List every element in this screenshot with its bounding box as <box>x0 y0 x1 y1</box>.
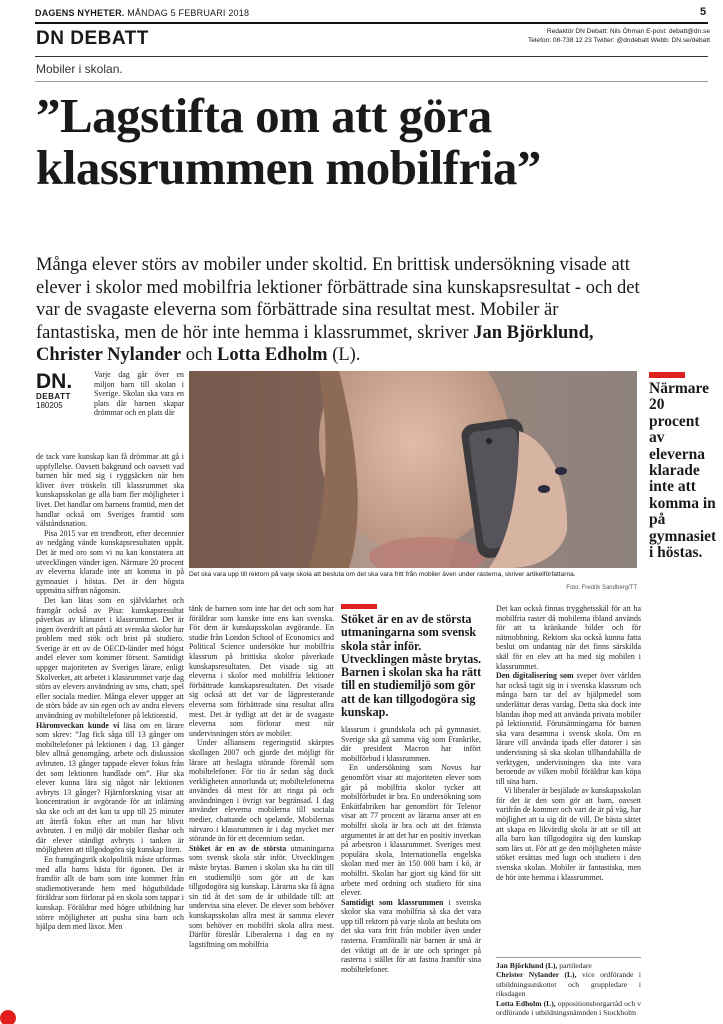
logo-label: DEBATT <box>36 392 71 401</box>
author-name: Lotta Edholm (L), <box>496 998 556 1008</box>
paper-name: DAGENS NYHETER. <box>35 8 125 18</box>
contact-line: Redaktör DN Debatt: Nils Öhman E-post: debatt@dn.se <box>546 28 710 35</box>
author-name: Jan Björklund (L), <box>496 961 558 970</box>
paragraph-lead: Samtidigt som klassrummen <box>341 897 444 907</box>
paragraph-text: Pisa 2015 var ett trendbrott, efter decennier av nedgång vände kunskapsresultaten uppåt. Det är med oro som vi nu kan konstatera att utvecklingen vänder igen. Närmare 20 procent av eleverna klarade inte att komma in på gymnasiet i höstas. Det är den högsta uppmätta siffran någonsin. <box>36 528 184 596</box>
paragraph-text: Det kan också finnas trygghetsskäl för att ha mobilfria raster då mobilerna ibland används för att ta kränkande bilder och för nätmobbning. Rektorn ska också kunna fatta beslut om undantag när det finns särskilda skäl för en elev att ha med sig mobilen i klassrummet. <box>496 604 641 671</box>
paragraph-text: klassrum i grundskola och på gymnasiet. Sverige ska gå samma väg som Frankrike, där president Macron har infört mobilförbud i klassrummen. <box>341 725 481 763</box>
paragraph-text: sveper över världen har också tagit sig in i svenska klassrum och många barn tar del av hjälpmedel som underlättar deras vardag. Detta ska dock inte blandas ihop med att använda privata mobiler på lektionstid. Förutsättningarna för barnen ska vara desamma i svensk skola. Om en lärare vill använda ipads eller datorer i sin undervisning så ska skolan tillhandahålla de verktygen, undervisningen ska inte vara beroende av vilken mobil föräldrar kan köpa till sina barn. <box>496 671 641 786</box>
paragraph <box>496 786 641 882</box>
paragraph <box>36 452 184 529</box>
paragraph-text: tänk de barnen som inte har det och som har föräldrar som kanske inte ens kan svenska. För dem är kunskapsskolan avgörande. En studie från London School of Economics and Political Science undersökte hur mobilfria klassrum på brittiska skolor påverkade kunskapsresultaten. Det visade sig att eleverna i skolor med mobilfria lektioner förbättrade kunskapsresultaten. Det visade sig också att det var de lägpresterande eleverna som förbättrade sina resultat allra mest. Det är tydligt att det är de svagaste eleverna som förlorar mest när undervisningen störs av mobiler. <box>189 604 334 738</box>
paragraph-lead: Den digitalisering som <box>496 671 574 681</box>
section-title: DN DEBATT <box>36 28 149 49</box>
byline-rule <box>496 957 641 958</box>
ingress-text: Många elever störs av mobiler under skoltid. En brittisk undersökning visade att elever i skolor med mobilfria lektioner förbättrade sina kunskapsresultat - och det var de svagaste eleverna som förbättrade sina resultat mest. Mobiler är fantastiska, men de hör inte hemma i klassrummet, skriver <box>36 255 640 343</box>
paragraph-text: läsa om en lärare som skrev: ”Jag fick såga till 13 gånger om mobiltelefoner på lektionen i dag. 13 gånger blev alltså genomgång, arbete och diskussion avbruten. 13 gånger tappade elever fokus från det som lektionen handlade om”. Hur ska elever kunna lära sig något när lektionen avbryts 13 gånger? Hjärnforskning visar att koncentration är avgörande för att inlärning ska ske och att det kan ta upp till 25 minuter att återfå fokus efter att man har blivit avbruten. I en miljö där mobiler flashar och där elever ständigt avbryts i tanken är möjligheten att tillgodogöra sig kunskap liten. <box>36 720 184 855</box>
byline-entry <box>496 970 641 998</box>
byline <box>496 961 641 1017</box>
section-rule <box>35 56 708 57</box>
paragraph-text: En undersökning som Novus har genomfört visar att majoriteten elever som går på mobilfria skolor tycker att mobilförbudet är bra. En undersökning som Enkätfabriken har genomfört för Telenor visar att 77 procent av lärarna anser att en mobilfri skola är bra och att det främsta argumentet är att det har en positiv inverkan på arbetsron i klassrummet. Sveriges mest populära skola, Internationella engelska skolan med mer än 150 000 barn i kö, är mobilfri. Skolan har gjort sig känd för sitt arbete med ordning och studiero för sina elever. <box>341 763 481 898</box>
paragraph-text: En framgångsrik skolpolitik måste utformas med alla barns bästa för ögonen. Det är framför allt de barn som inte kommer från studiemotiverande hem med högutbildade föräldrar som förlorar på en skola som tappar i kunskap. Föräldrar med högre utbildning har större möjligheter att pusha sina barn och hjälpa dem med läxor. Men <box>36 854 184 932</box>
photo-caption: Det ska vara upp till rektorn på varje skola att besluta om det ska vara fritt från mobiler även under rasterna, skriver artikelförfattarna. <box>189 571 576 578</box>
pull-quote-accent <box>341 604 377 609</box>
contact-line: Telefon: 08-738 12 23 Twitter: @dndebatt Webb: DN.se/debatt <box>527 37 710 44</box>
issue-date: MÅNDAG 5 FEBRUARI 2018 <box>127 8 250 18</box>
photo-credit: Foto: Fredrik Sandberg/TT <box>566 585 637 591</box>
paragraph-text: Under alliansens regeringstid skärptes skollagen 2007 och gjorde det möjligt för lärare att beslagta störande föremål som mobiltelefoner. För tio år sedan såg dock verkligheten annorlunda ut; mobiltelefonerna användes då mest för att ringa på och användningen i övrigt var begränsad. I dag använder eleverna mobilerna till sociala medier, chattande och spelande. Mobilernas närvaro i klassrummen är i dag mycket mer störande än för ett decennium sedan. <box>189 738 334 844</box>
author-role: vice ordförande i utbildningsutskottet och gruppledare i riksdagen <box>496 970 641 999</box>
paragraph-lead: Häromveckan kunde vi <box>36 720 120 730</box>
paragraph-text: de tack vare kunskap kan få drömmar att gå i uppfyllelse. Oavsett bakgrund och oavsett vad barnen bär med sig i ryggsäcken när hen kliver över tröskeln till klassrummet ska kunskapsskolan ge alla barn fler möjligheter i livet. Det handlar om barnens framtid, men det handlar också om Sveriges framtid som välståndsnation. <box>36 452 184 529</box>
page-number: 5 <box>700 6 707 18</box>
paragraph <box>189 604 334 738</box>
paragraph <box>36 596 184 721</box>
paragraph <box>36 721 184 855</box>
ingress-party: (L). <box>327 345 361 365</box>
paragraph-text: utmaningarna som svensk skola står inför. Utvecklingen måste brytas. Barnen i skolan ska ha rätt till en studiemiljö som gör att de kan tillgodogöra sig kunskap. Lärarna ska få ägna sin tid åt det som de är utbildade till: att undervisa sina elever. De elever som behöver kunskapsskolan allra mest är samma elever som behöver en mobilfri skola allra mest. Därför föreslår Liberalerna i dag en ny lagstiftning om mobilfria <box>189 843 334 949</box>
headline: ”Lagstifta om att göra klassrummen mobilfria” <box>36 88 541 195</box>
author-name: Christer Nylander (L), <box>496 970 577 980</box>
paragraph <box>36 529 184 596</box>
paragraph <box>496 671 641 786</box>
side-quote: Närmare 20 procent av eleverna klarade inte att komma in på gymnasiet i höstas. <box>649 380 717 562</box>
logo-date: 180205 <box>36 401 63 410</box>
column-4 <box>496 604 641 882</box>
author-role: oppositionsborgarråd och v ordförande i utbildningsnämnden i Stockholm <box>496 998 641 1018</box>
paragraph-text: Det kan lätas som en självklarhet och framgår också av Pisa: kunskapsresultat påverkas av klimatet i klassrummet. Det är ingen överdrift att påstå att svenska skolor har problem med stök och brist på studiero. Sverige är ett av de OECD-länder med högst andel elever som kommer försent. Samtidigt uppger majoriteten av Sveriges lärare, enligt Skolverket, att arbetet i klassrummet varje dag störs av elevers användning av sms, chatt, spel eller sociala medier. Många elever uppger att de störs både av sin egen och av andra elevers användning av mobiltelefoner på lektionstid. <box>36 595 184 721</box>
paragraph-text: Vi liberaler är besjälade av kunskapsskolan för det är den som gör att barn, oavsett varifrån de kommer och vart de är på väg, har möjlighet att ta sig dit de vill. De bästa sättet att skapa en likvärdig skola är att se till att alla barn kan tillgodogöra sig den kunskap som lärs ut. För att ge den möjligheten måste stöket ersättas med lugn och studiero i den svenska skolan. Mobiler är fantastiska, men de hör inte hemma i klassrummet. <box>496 786 641 882</box>
ingress <box>36 254 646 367</box>
ingress-and: och <box>181 345 218 365</box>
column-1 <box>36 452 184 932</box>
contact-info <box>470 27 710 45</box>
byline-entry <box>496 999 641 1018</box>
article-photo <box>189 371 637 568</box>
logo-dn: DN. <box>36 370 73 393</box>
paragraph-lead: Stöket är en av de största <box>189 843 287 853</box>
paragraph <box>189 844 334 950</box>
masthead <box>35 8 249 18</box>
paragraph <box>341 725 481 763</box>
corner-marker <box>0 1010 16 1024</box>
column-1-top <box>94 370 184 418</box>
column-3 <box>341 725 481 974</box>
paragraph <box>496 604 641 671</box>
ingress-authors: Jan Björklund, Christer Nylander <box>36 322 594 365</box>
paragraph <box>341 898 481 975</box>
kicker: Mobiler i skolan. <box>36 62 123 76</box>
dn-debatt-logo <box>36 372 89 420</box>
paragraph-text: i svenska skolor ska vara mobilfria så ska det vara upp till rektorn på varje skola att besluta om det ska vara fritt från mobiler även under rasterna. Framförallt när barnen är små är det viktigt att de är ute och springer på rasterna i stället för att fastna framför sina mobiltelefoner. <box>341 897 482 974</box>
paragraph: Varje dag går över en miljon barn till skolan i Sverige. Skolan ska vara en plats där barnen skapar drömmar och en plats där <box>94 370 184 418</box>
paragraph <box>36 855 184 932</box>
paragraph <box>189 738 334 844</box>
column-2 <box>189 604 334 949</box>
paragraph <box>341 763 481 897</box>
side-quote-accent <box>649 372 685 378</box>
author-role: partiledare <box>557 961 592 970</box>
byline-entry <box>496 961 641 970</box>
photo-illustration <box>189 371 637 568</box>
pull-quote: Stöket är en av de största utmaningarna som svensk skola står inför. Utvecklingen måste brytas. Barnen i skolan ska ha rätt till en studiemiljö som gör att de kan tillgodogöra sig kunskap. <box>341 612 482 720</box>
kicker-rule <box>35 81 708 82</box>
header-rule <box>35 22 708 24</box>
ingress-author: Lotta Edholm <box>217 345 328 365</box>
